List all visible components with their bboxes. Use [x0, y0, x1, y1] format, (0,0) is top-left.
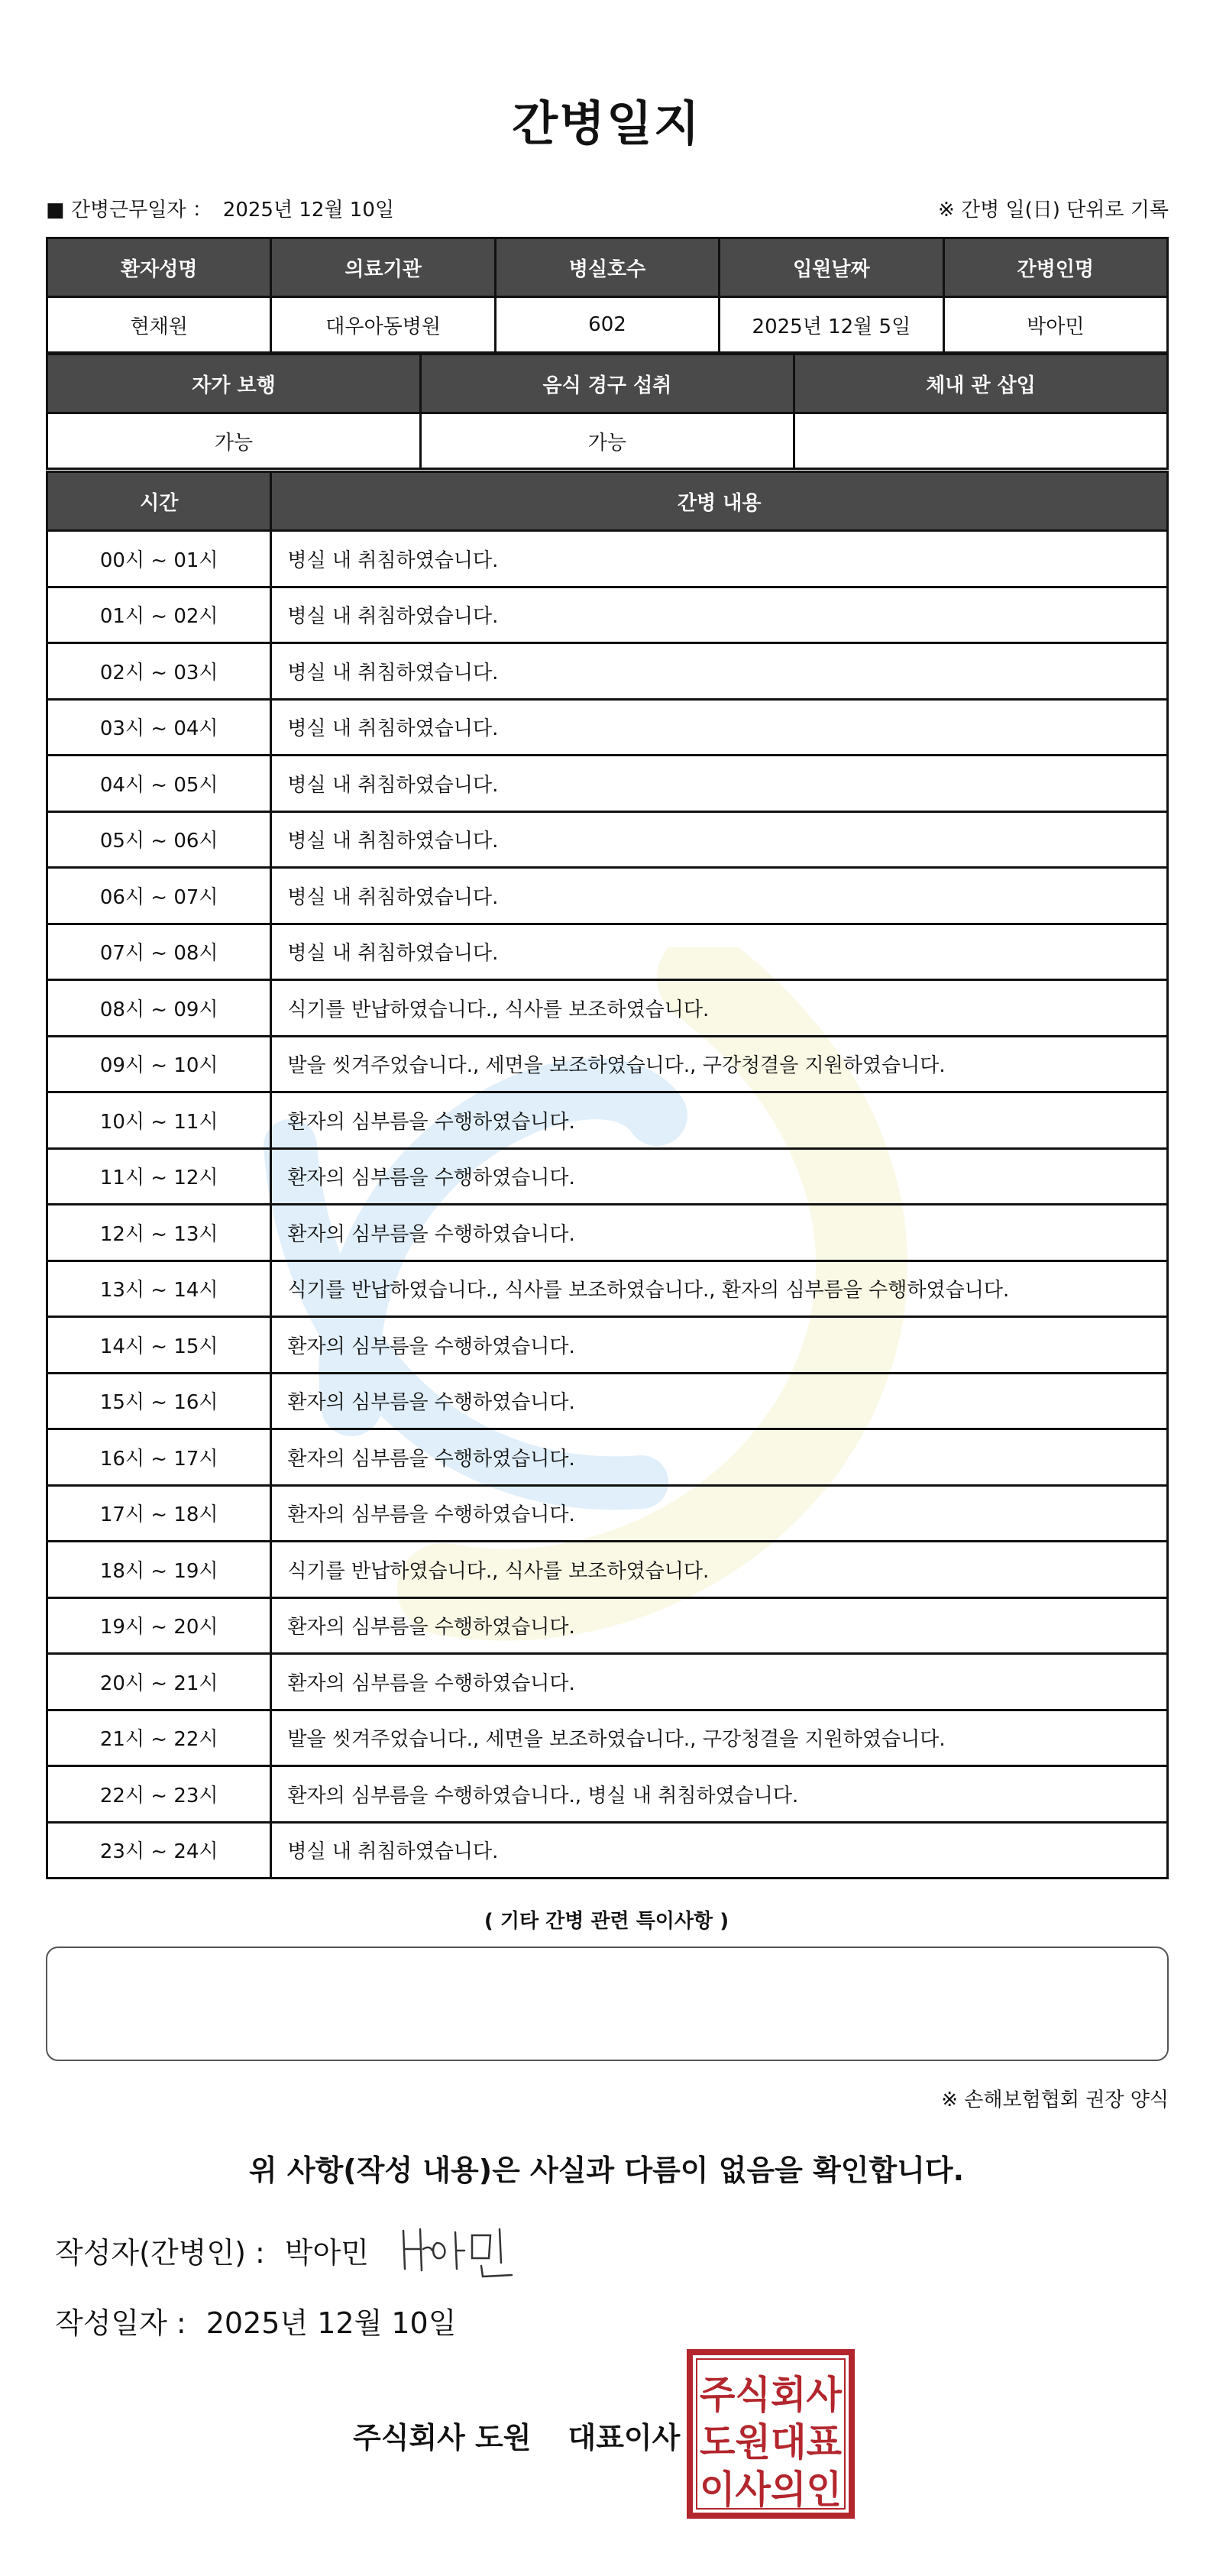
- seal-line-3: 이사의인: [700, 2468, 842, 2512]
- table-row: [47, 643, 1168, 700]
- time-slot: 13시 ~ 14시: [47, 1260, 271, 1317]
- time-slot: 22시 ~ 23시: [47, 1766, 271, 1823]
- table-row: [47, 1822, 1168, 1879]
- oral-intake-value: 가능: [420, 413, 794, 469]
- time-slot: 05시 ~ 06시: [47, 811, 271, 868]
- table-row: [47, 1148, 1168, 1205]
- table-row: [47, 1485, 1168, 1542]
- time-slot: 09시 ~ 10시: [47, 1036, 271, 1092]
- time-slot: 14시 ~ 15시: [47, 1317, 271, 1374]
- time-slot: 06시 ~ 07시: [47, 868, 271, 924]
- table-row: [47, 1260, 1168, 1317]
- care-content: 병실 내 취침하였습니다.: [271, 531, 1168, 587]
- patient-info-value-row: [47, 297, 1168, 353]
- care-content: 병실 내 취침하였습니다.: [271, 868, 1168, 924]
- record-note: ※ 간병 일(日) 단위로 기록: [937, 198, 1169, 222]
- care-log-header-row: [47, 472, 1168, 531]
- care-content: 발을 씻겨주었습니다., 세면을 보조하였습니다., 구강청결을 지원하였습니다.: [271, 1036, 1168, 1092]
- header-oral-intake: 음식 경구 섭취: [420, 354, 794, 413]
- seal-line-2: 도원대표: [700, 2420, 843, 2464]
- table-row: [47, 1092, 1168, 1149]
- table-row: [47, 587, 1168, 643]
- write-date-value: 2025년 12월 10일: [205, 2306, 457, 2340]
- care-content: 환자의 심부름을 수행하였습니다.: [271, 1485, 1168, 1542]
- write-date-label: 작성일자 :: [55, 2306, 186, 2340]
- patient-info-header-row: [47, 238, 1168, 297]
- care-content: 환자의 심부름을 수행하였습니다.: [271, 1654, 1168, 1710]
- care-content: 병실 내 취침하였습니다.: [271, 1822, 1168, 1879]
- page-title: 간병일지: [512, 95, 701, 151]
- care-log-body: [47, 531, 1168, 1879]
- header-admission-date: 입원날짜: [720, 238, 943, 297]
- table-row: [47, 699, 1168, 756]
- care-content: 환자의 심부름을 수행하였습니다.: [271, 1429, 1168, 1486]
- time-slot: 02시 ~ 03시: [47, 643, 271, 700]
- care-content: 병실 내 취침하였습니다.: [271, 924, 1168, 980]
- care-content: 병실 내 취침하였습니다.: [271, 756, 1168, 812]
- time-slot: 04시 ~ 05시: [47, 756, 271, 812]
- writer-name: 박아민: [284, 2236, 369, 2270]
- header-patient-name: 환자성명: [47, 238, 271, 297]
- time-slot: 11시 ~ 12시: [47, 1148, 271, 1205]
- table-row: [47, 1542, 1168, 1598]
- company-row: [353, 2414, 680, 2456]
- time-slot: 07시 ~ 08시: [47, 924, 271, 980]
- care-content: 환자의 심부름을 수행하였습니다.: [271, 1205, 1168, 1261]
- table-row: [47, 924, 1168, 980]
- table-row: [47, 811, 1168, 868]
- remarks-title: ( 기타 간병 관련 특이사항 ): [484, 1910, 729, 1933]
- care-content: 환자의 심부름을 수행하였습니다., 병실 내 취침하였습니다.: [271, 1766, 1168, 1823]
- time-slot: 18시 ~ 19시: [47, 1542, 271, 1598]
- care-content: 병실 내 취침하였습니다.: [271, 587, 1168, 643]
- table-row: [47, 756, 1168, 812]
- self-walking-value: 가능: [47, 413, 421, 469]
- time-slot: 08시 ~ 09시: [47, 980, 271, 1037]
- care-content: 환자의 심부름을 수행하였습니다.: [271, 1597, 1168, 1654]
- header-room-number: 병실호수: [495, 238, 719, 297]
- time-slot: 03시 ~ 04시: [47, 699, 271, 756]
- status-info-table: [46, 353, 1169, 470]
- table-row: [47, 1710, 1168, 1766]
- recommend-note: ※ 손해보험협회 권장 양식: [941, 2089, 1169, 2112]
- table-row: [47, 980, 1168, 1037]
- table-row: [47, 1036, 1168, 1092]
- care-content: 식기를 반납하였습니다., 식사를 보조하였습니다., 환자의 심부름을 수행하였습니다.: [271, 1260, 1168, 1317]
- care-content: 환자의 심부름을 수행하였습니다.: [271, 1148, 1168, 1205]
- patient-info-table: [46, 237, 1169, 354]
- tube-insertion-value: [794, 413, 1167, 469]
- care-content: 발을 씻겨주었습니다., 세면을 보조하였습니다., 구강청결을 지원하였습니다.: [271, 1710, 1168, 1766]
- header-self-walking: 자가 보행: [47, 354, 421, 413]
- table-row: [47, 1597, 1168, 1654]
- work-date-value: 2025년 12월 10일: [222, 198, 395, 222]
- writer-label: 작성자(간병인) :: [55, 2236, 265, 2270]
- time-slot: 20시 ~ 21시: [47, 1654, 271, 1710]
- time-slot: 00시 ~ 01시: [47, 531, 271, 587]
- care-content: 식기를 반납하였습니다., 식사를 보조하였습니다.: [271, 1542, 1168, 1598]
- table-row: [47, 1373, 1168, 1429]
- header-time: 시간: [47, 472, 271, 531]
- header-tube-insertion: 체내 관 삽입: [794, 354, 1167, 413]
- table-row: [47, 868, 1168, 924]
- time-slot: 12시 ~ 13시: [47, 1205, 271, 1261]
- table-row: [47, 1205, 1168, 1261]
- work-date-label: ■ 간병근무일자 ：: [46, 198, 212, 222]
- care-content: 병실 내 취침하였습니다.: [271, 811, 1168, 868]
- time-slot: 21시 ~ 22시: [47, 1710, 271, 1766]
- remarks-box[interactable]: [46, 1947, 1169, 2061]
- work-date-row: [46, 193, 1169, 223]
- writer-row: [55, 2229, 369, 2271]
- representative-title: 대표이사: [568, 2421, 681, 2455]
- time-slot: 01시 ~ 02시: [47, 587, 271, 643]
- table-row: [47, 1429, 1168, 1486]
- header-caregiver-name: 간병인명: [943, 238, 1167, 297]
- time-slot: 17시 ~ 18시: [47, 1485, 271, 1542]
- patient-name: 현채원: [47, 297, 271, 353]
- room-number: 602: [495, 297, 719, 353]
- time-slot: 15시 ~ 16시: [47, 1373, 271, 1429]
- care-content: 병실 내 취침하였습니다.: [271, 699, 1168, 756]
- care-content: 환자의 심부름을 수행하였습니다.: [271, 1092, 1168, 1149]
- admission-date: 2025년 12월 5일: [720, 297, 943, 353]
- time-slot: 16시 ~ 17시: [47, 1429, 271, 1486]
- header-care-content: 간병 내용: [271, 472, 1168, 531]
- care-content: 식기를 반납하였습니다., 식사를 보조하였습니다.: [271, 980, 1168, 1037]
- status-value-row: [47, 413, 1168, 469]
- header-hospital: 의료기관: [271, 238, 495, 297]
- handwritten-signature: [397, 2215, 535, 2284]
- company-name: 주식회사 도원: [353, 2421, 532, 2455]
- time-slot: 19시 ~ 20시: [47, 1597, 271, 1654]
- status-header-row: [47, 354, 1168, 413]
- seal-line-1: 주식회사: [700, 2373, 843, 2417]
- table-row: [47, 1317, 1168, 1374]
- confirmation-statement: 위 사항(작성 내용)은 사실과 다름이 없음을 확인합니다.: [248, 2154, 965, 2187]
- caregiver-name: 박아민: [943, 297, 1167, 353]
- table-row: [47, 1766, 1168, 1823]
- care-content: 환자의 심부름을 수행하였습니다.: [271, 1317, 1168, 1374]
- write-date-row: [55, 2299, 456, 2341]
- care-content: 병실 내 취침하였습니다.: [271, 643, 1168, 700]
- care-content: 환자의 심부름을 수행하였습니다.: [271, 1373, 1168, 1429]
- table-row: [47, 531, 1168, 587]
- company-seal-icon: [686, 2348, 856, 2519]
- care-log-table: [46, 471, 1169, 1879]
- time-slot: 23시 ~ 24시: [47, 1822, 271, 1879]
- hospital-name: 대우아동병원: [271, 297, 495, 353]
- table-row: [47, 1654, 1168, 1710]
- time-slot: 10시 ~ 11시: [47, 1092, 271, 1149]
